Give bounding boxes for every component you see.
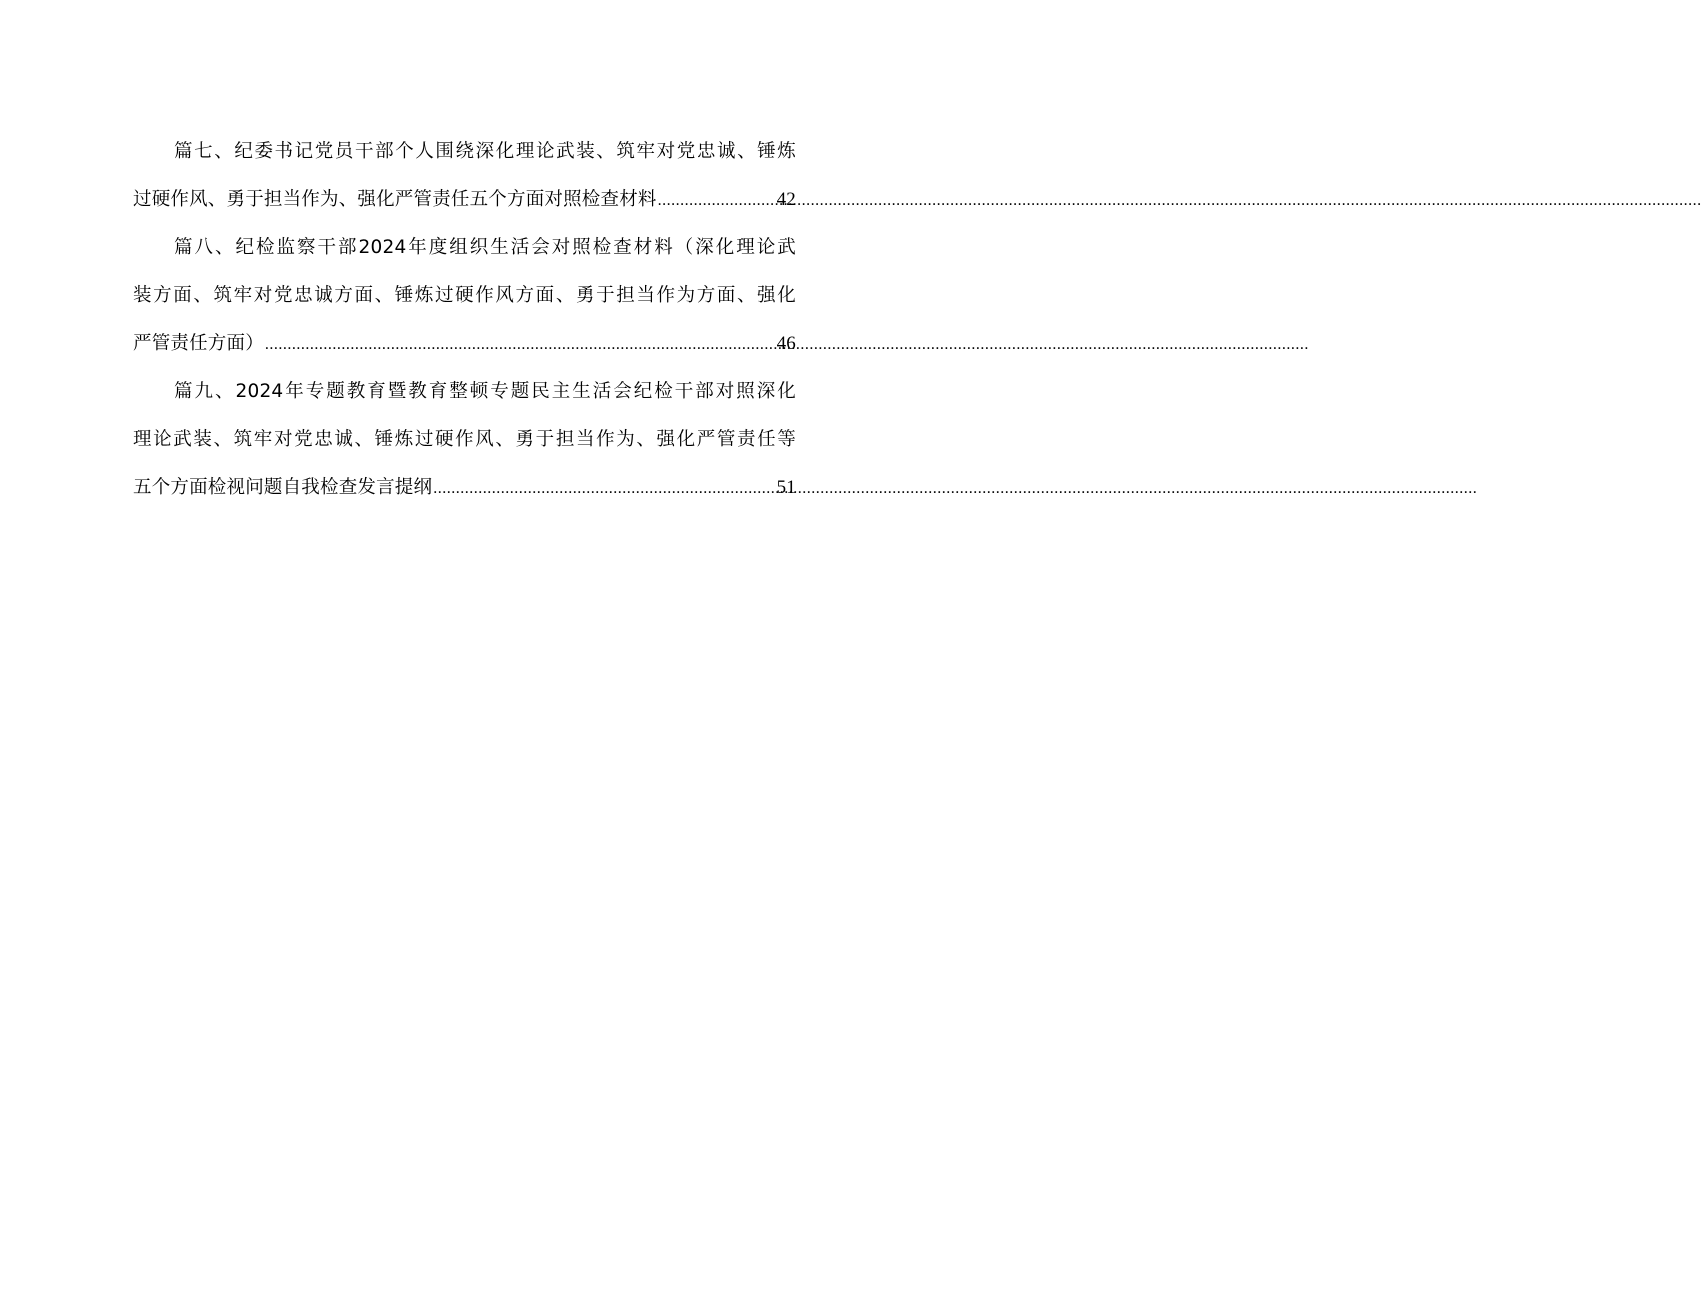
toc-entry-7[interactable] (133, 128, 796, 224)
toc-entry-text: 五个方面检视问题自我检查发言提纲 (133, 477, 433, 498)
toc-entry-9[interactable] (133, 368, 796, 512)
toc-entry-line (133, 416, 796, 464)
toc-entry-line (133, 224, 796, 272)
toc-entry-text: 严管责任方面） (133, 333, 264, 354)
table-of-contents (133, 128, 796, 512)
toc-entry-line (133, 272, 796, 320)
toc-entry-text: 篇八、纪检监察干部2024年度组织生活会对照检查材料（深化理论武 (174, 237, 796, 258)
toc-entry-line (133, 368, 796, 416)
toc-entry-text: 理论武装、筑牢对党忠诚、锤炼过硬作风、勇于担当作为、强化严管责任等 (133, 429, 796, 450)
toc-entry-text: 篇七、纪委书记党员干部个人围绕深化理论武装、筑牢对党忠诚、锤炼 (174, 141, 796, 162)
toc-entry-line (133, 464, 796, 512)
toc-entry-line (133, 320, 796, 368)
toc-entry-line (133, 176, 796, 224)
toc-leader-dots (265, 321, 775, 369)
toc-entry-text: 装方面、筑牢对党忠诚方面、锤炼过硬作风方面、勇于担当作为方面、强化 (133, 285, 796, 306)
toc-page-number: 51 (776, 477, 796, 498)
toc-leader-dots (658, 177, 775, 225)
toc-page-number: 42 (776, 189, 796, 210)
toc-page-number: 46 (776, 333, 796, 354)
toc-entry-8[interactable] (133, 224, 796, 368)
toc-entry-line (133, 128, 796, 176)
toc-entry-text: 过硬作风、勇于担当作为、强化严管责任五个方面对照检查材料 (133, 189, 657, 210)
toc-entry-text: 篇九、2024年专题教育暨教育整顿专题民主生活会纪检干部对照深化 (174, 381, 796, 402)
toc-leader-dots (433, 465, 774, 513)
